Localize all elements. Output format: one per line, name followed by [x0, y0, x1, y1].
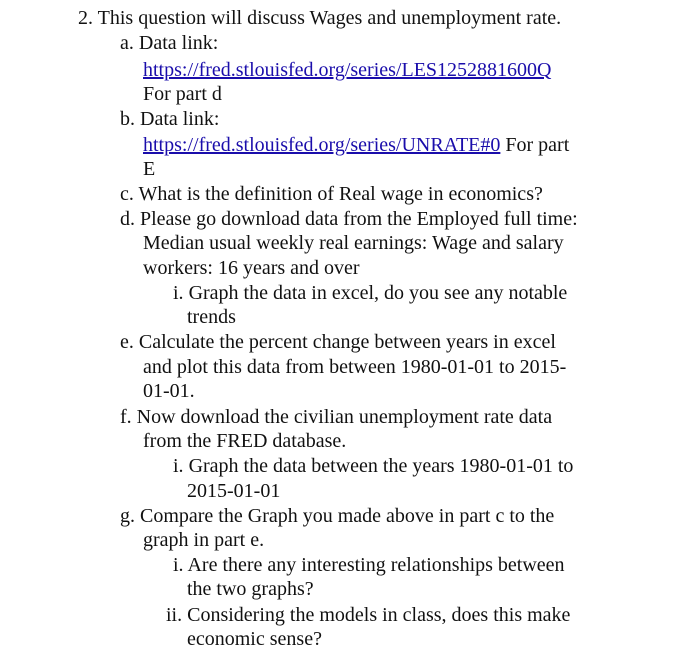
part-a-text: Data link:: [138, 32, 219, 54]
part-g-line-1: Compare the Graph you made above in part c to the: [140, 505, 555, 527]
part-c: [120, 182, 543, 206]
part-g-i-line-1: Are there any interesting relationships between: [187, 554, 565, 576]
part-g-ii-label: ii.: [166, 604, 183, 626]
part-f-i-label: i.: [173, 455, 184, 477]
part-g-ii: [166, 603, 570, 627]
part-f: [120, 405, 552, 429]
question-heading: [78, 6, 561, 30]
part-c-label: c.: [120, 183, 134, 205]
part-f-i-line-1: Graph the data between the years 1980-01-01 to: [188, 455, 574, 477]
part-e-line-1: Calculate the percent change between years in excel: [138, 331, 556, 353]
part-g-line-2: graph in part e.: [143, 529, 265, 551]
part-g-i: [173, 553, 565, 577]
part-g-ii-line-1: Considering the models in class, does this make: [187, 604, 571, 626]
part-e-label: e.: [120, 331, 134, 353]
part-b-label: b.: [120, 108, 135, 130]
part-g-i-label: i.: [173, 554, 184, 576]
part-a: [120, 31, 218, 55]
part-b: [120, 107, 219, 131]
part-d-line-1: Please go download data from the Employed full time:: [140, 208, 578, 230]
part-g-ii-line-2: economic sense?: [187, 628, 322, 650]
part-f-label: f.: [120, 406, 132, 428]
part-d-line-3: workers: 16 years and over: [143, 257, 360, 279]
part-d-i-line-2: trends: [187, 306, 236, 328]
question-intro: This question will discuss Wages and unemployment rate.: [97, 7, 562, 29]
part-g-label: g.: [120, 505, 135, 527]
part-b-link-line: [143, 133, 569, 157]
part-a-link-line: [143, 58, 552, 82]
question-number: 2.: [78, 7, 93, 29]
part-f-i-line-2: 2015-01-01: [187, 480, 281, 502]
part-d-i-label: i.: [173, 282, 184, 304]
part-e-line-3: 01-01.: [143, 380, 195, 402]
part-f-line-2: from the FRED database.: [143, 430, 347, 452]
part-d-i: [173, 281, 567, 305]
part-e-line-2: and plot this data from between 1980-01-01 to 2015-: [143, 356, 567, 378]
part-b-text: Data link:: [140, 108, 220, 130]
part-d-i-line-1: Graph the data in excel, do you see any notable: [188, 282, 568, 304]
part-e: [120, 330, 556, 354]
part-f-i: [173, 454, 573, 478]
part-a-label: a.: [120, 32, 134, 54]
part-g: [120, 504, 554, 528]
part-b-data-link[interactable]: https://fred.stlouisfed.org/series/UNRATE#0: [143, 134, 501, 156]
part-f-line-1: Now download the civilian unemployment rate data: [136, 406, 553, 428]
part-c-text: What is the definition of Real wage in economics?: [138, 183, 543, 205]
part-d: [120, 207, 578, 231]
part-a-data-link[interactable]: https://fred.stlouisfed.org/series/LES1252881600Q: [143, 59, 552, 81]
part-b-note-inline: For part: [500, 134, 570, 156]
part-g-i-line-2: the two graphs?: [187, 578, 314, 600]
part-b-note-wrap: E: [143, 158, 156, 180]
part-a-note: For part d: [143, 83, 222, 105]
part-d-label: d.: [120, 208, 135, 230]
part-d-line-2: Median usual weekly real earnings: Wage and salary: [143, 232, 564, 254]
